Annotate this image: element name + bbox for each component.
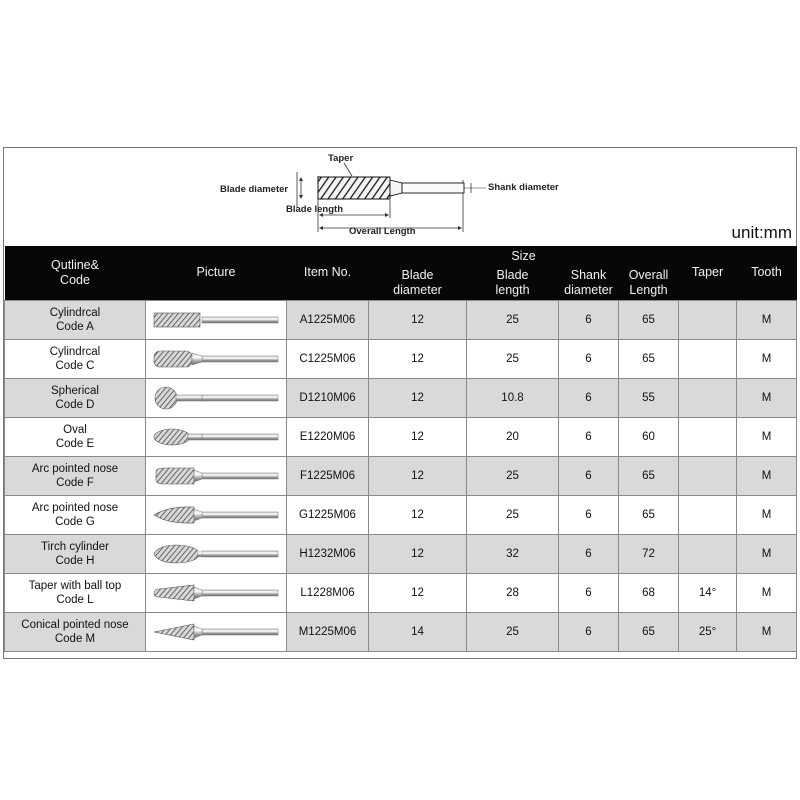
tooth-cell: M [737, 612, 797, 651]
item-no-cell: F1225M06 [287, 456, 369, 495]
outline-name: Cylindrcal [49, 306, 101, 319]
outline-cell [5, 300, 146, 339]
outline-code: Code M [54, 632, 96, 645]
taper-label: Taper [328, 153, 354, 164]
blade-length-cell: 25 [467, 456, 559, 495]
header-blade-length: Blade length [467, 267, 559, 300]
cone-icon [150, 615, 282, 649]
table-row [5, 417, 797, 456]
outline-name: Conical pointed nose [21, 618, 129, 631]
picture-cell [146, 417, 287, 456]
outline-cell [5, 456, 146, 495]
overall-length-cell: 60 [619, 417, 679, 456]
header-item-no: Item No. [287, 246, 369, 300]
blade-length-cell: 32 [467, 534, 559, 573]
outline-code: Code G [55, 515, 95, 528]
blade-diameter-cell: 12 [369, 417, 467, 456]
shank-diameter-cell: 6 [559, 300, 619, 339]
header-picture: Picture [146, 246, 287, 300]
outline-cell [5, 378, 146, 417]
header-taper: Taper [679, 246, 737, 300]
shank-diameter-cell: 6 [559, 339, 619, 378]
blade-diameter-cell: 12 [369, 495, 467, 534]
item-no-cell: D1210M06 [287, 378, 369, 417]
unit-label: unit:mm [731, 223, 792, 242]
outline-name: Cylindrcal [49, 345, 101, 358]
header-outline: Qutline& Code [5, 246, 146, 300]
shank-diameter-cell: 6 [559, 573, 619, 612]
shank-diameter-label: Shank diameter [488, 182, 559, 193]
shank-diameter-cell: 6 [559, 456, 619, 495]
taper-cell [679, 456, 737, 495]
header-tooth: Tooth [737, 246, 797, 300]
blade-length-cell: 25 [467, 612, 559, 651]
blade-length-cell: 25 [467, 495, 559, 534]
header-blade-diameter: Blade diameter [369, 267, 467, 300]
dimension-diagram [4, 148, 796, 246]
overall-length-cell: 55 [619, 378, 679, 417]
outline-code: Code C [55, 359, 95, 372]
blade-length-cell: 28 [467, 573, 559, 612]
blade-length-cell: 10.8 [467, 378, 559, 417]
taper-cell [679, 339, 737, 378]
blade-length-cell: 20 [467, 417, 559, 456]
outline-name: Spherical [51, 384, 99, 397]
taper-cell: 25° [679, 612, 737, 651]
outline-name: Taper with ball top [28, 579, 122, 592]
table-row [5, 300, 797, 339]
outline-name: Arc pointed nose [31, 462, 119, 475]
outline-cell [5, 339, 146, 378]
header-size: Size [369, 246, 679, 267]
shank-diameter-cell: 6 [559, 417, 619, 456]
spec-table-body [5, 300, 797, 651]
table-row [5, 612, 797, 651]
outline-cell [5, 417, 146, 456]
blade-diameter-cell: 12 [369, 456, 467, 495]
tooth-cell: M [737, 456, 797, 495]
table-row [5, 495, 797, 534]
picture-cell [146, 339, 287, 378]
item-no-cell: M1225M06 [287, 612, 369, 651]
tooth-cell: M [737, 495, 797, 534]
tooth-cell: M [737, 534, 797, 573]
outline-cell [5, 534, 146, 573]
overall-length-cell: 65 [619, 339, 679, 378]
blade-diameter-cell: 12 [369, 573, 467, 612]
item-no-cell: L1228M06 [287, 573, 369, 612]
blade-length-cell: 25 [467, 339, 559, 378]
shank-diameter-cell: 6 [559, 378, 619, 417]
outline-name: Tirch cylinder [41, 540, 109, 553]
shank-diameter-cell: 6 [559, 495, 619, 534]
cylinder-square-icon [150, 303, 282, 337]
taper-cell [679, 534, 737, 573]
table-row [5, 339, 797, 378]
blade-diameter-cell: 12 [369, 378, 467, 417]
table-row [5, 456, 797, 495]
tooth-cell: M [737, 300, 797, 339]
item-no-cell: H1232M06 [287, 534, 369, 573]
overall-length-cell: 65 [619, 495, 679, 534]
spec-sheet [3, 147, 797, 659]
picture-cell [146, 612, 287, 651]
outline-code: Code F [56, 476, 94, 489]
picture-cell [146, 534, 287, 573]
taper-cell [679, 378, 737, 417]
picture-cell [146, 456, 287, 495]
blade-diameter-label: Blade diameter [220, 184, 289, 195]
outline-name: Arc pointed nose [31, 501, 119, 514]
tooth-cell: M [737, 573, 797, 612]
outline-cell [5, 612, 146, 651]
shank-diameter-cell: 6 [559, 612, 619, 651]
taper-cell [679, 495, 737, 534]
table-row [5, 534, 797, 573]
table-row [5, 378, 797, 417]
header-overall-length: Overall Length [619, 267, 679, 300]
overall-length-label: Overall Length [349, 226, 416, 237]
overall-length-cell: 65 [619, 300, 679, 339]
outline-code: Code E [55, 437, 95, 450]
table-row [5, 573, 797, 612]
taper-cell: 14° [679, 573, 737, 612]
taper-ball-icon [150, 576, 282, 610]
picture-cell [146, 300, 287, 339]
outline-cell [5, 495, 146, 534]
outline-code: Code D [55, 398, 95, 411]
tooth-cell: M [737, 339, 797, 378]
picture-cell [146, 573, 287, 612]
tooth-cell: M [737, 378, 797, 417]
picture-cell [146, 495, 287, 534]
arc-pointed-nose-icon [150, 498, 282, 532]
shank-diameter-cell: 6 [559, 534, 619, 573]
blade-length-cell: 25 [467, 300, 559, 339]
overall-length-cell: 72 [619, 534, 679, 573]
blade-diameter-cell: 12 [369, 339, 467, 378]
taper-cell [679, 300, 737, 339]
flame-icon [150, 537, 282, 571]
blade-diameter-cell: 12 [369, 300, 467, 339]
item-no-cell: G1225M06 [287, 495, 369, 534]
spec-table [4, 246, 797, 652]
outline-code: Code A [56, 320, 94, 333]
tooth-cell: M [737, 417, 797, 456]
outline-code: Code H [55, 554, 95, 567]
oval-icon [150, 420, 282, 454]
sphere-icon [150, 381, 282, 415]
item-no-cell: E1220M06 [287, 417, 369, 456]
picture-cell [146, 378, 287, 417]
blade-length-label: Blade length [286, 204, 344, 215]
overall-length-cell: 65 [619, 456, 679, 495]
overall-length-cell: 65 [619, 612, 679, 651]
item-no-cell: C1225M06 [287, 339, 369, 378]
item-no-cell: A1225M06 [287, 300, 369, 339]
overall-length-cell: 68 [619, 573, 679, 612]
taper-cell [679, 417, 737, 456]
cylinder-round-icon [150, 342, 282, 376]
outline-code: Code L [56, 593, 94, 606]
blade-diameter-cell: 14 [369, 612, 467, 651]
outline-cell [5, 573, 146, 612]
header-shank-diameter: Shank diameter [559, 267, 619, 300]
outline-name: Oval [63, 423, 87, 436]
arc-round-nose-icon [150, 459, 282, 493]
blade-diameter-cell: 12 [369, 534, 467, 573]
